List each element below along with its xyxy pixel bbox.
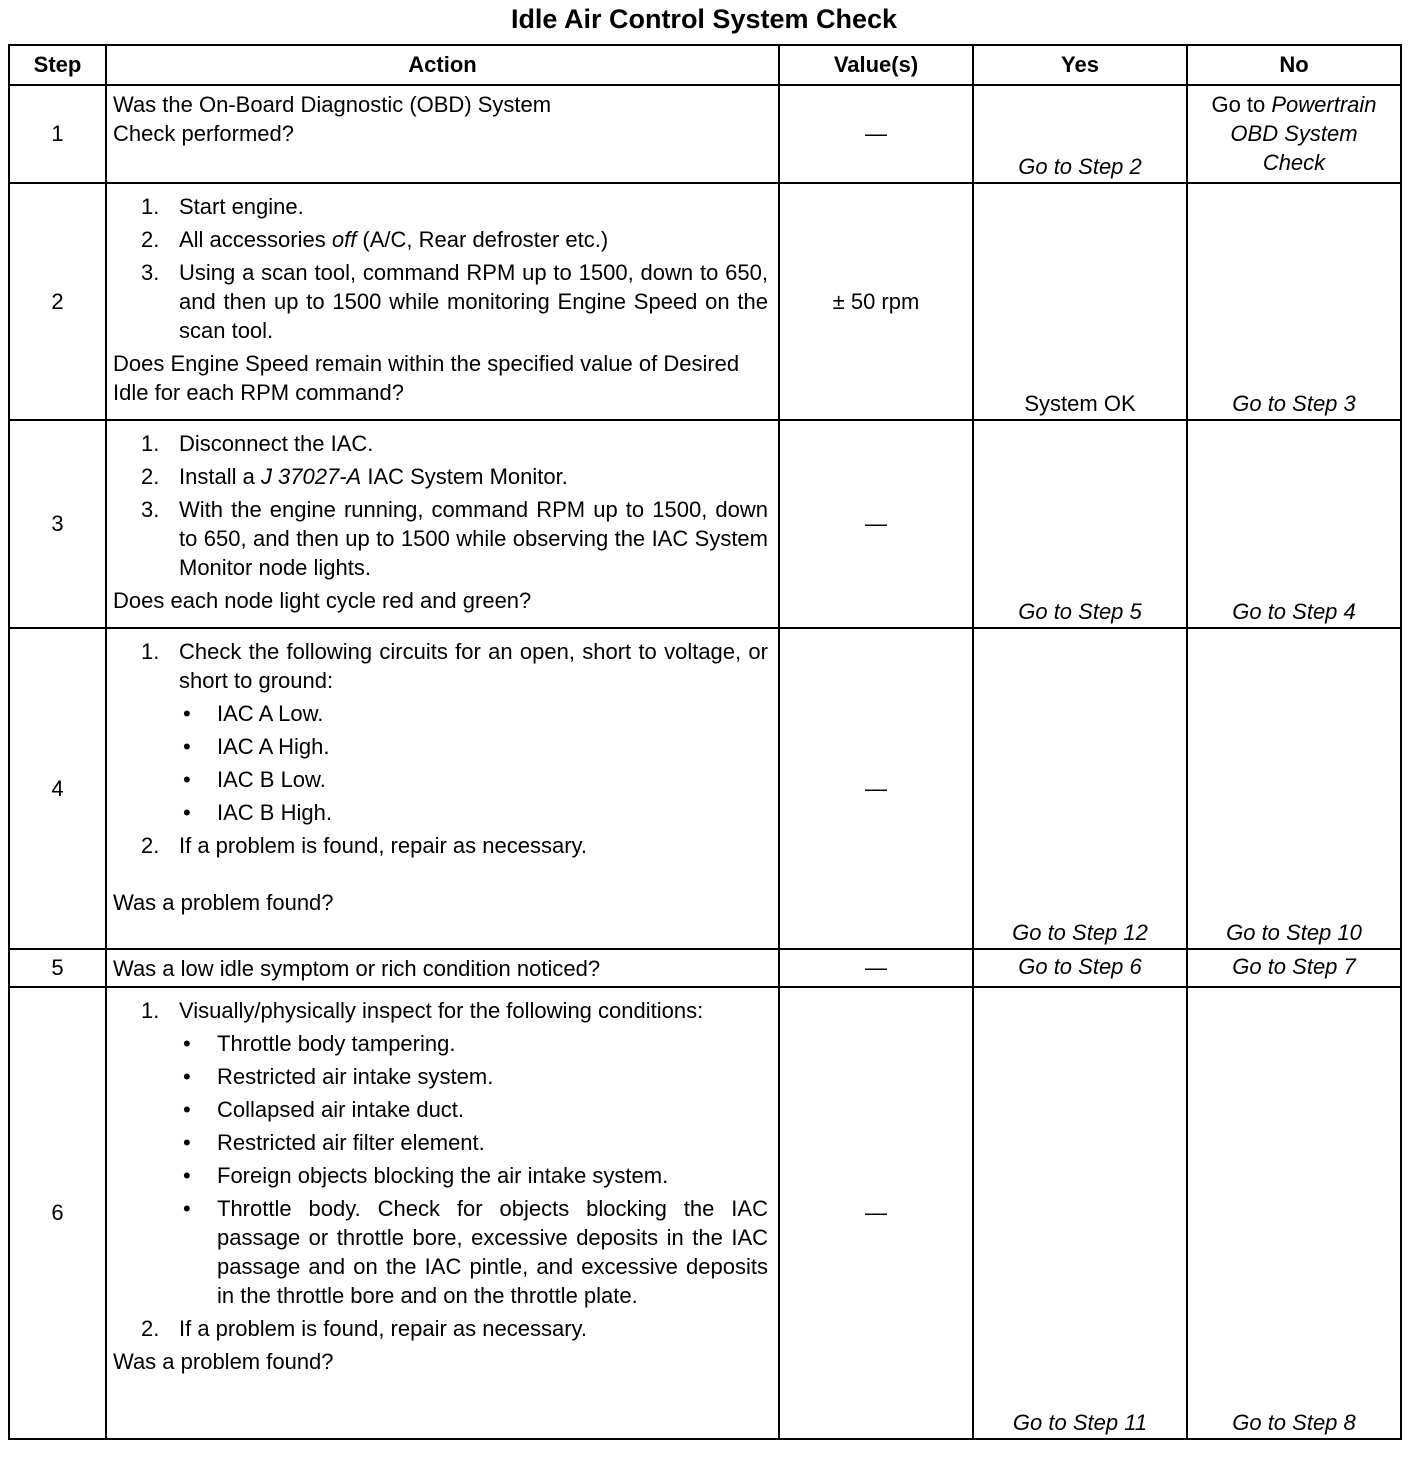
numbered-item <box>141 996 772 1025</box>
bullet-text: IAC B Low. <box>217 767 326 792</box>
item-text: Using a scan tool, command RPM up to 1500, down to 650, and then up to 1500 while monitoring Engine Speed on the scan tool. <box>179 260 768 343</box>
no-result <box>1187 85 1401 183</box>
page-title: Idle Air Control System Check <box>510 4 898 34</box>
item-number: 2. <box>141 464 160 489</box>
item-number: 2. <box>141 227 160 252</box>
item-text: Disconnect the IAC. <box>179 431 374 456</box>
item-number: 3. <box>141 260 160 285</box>
action-cell <box>106 628 779 949</box>
bullet-text: Throttle body. Check for objects blocking the IAC passage or throttle bore, excessive deposits in the IAC passage and on the IAC pintle, and excessive deposits in the throttle bore and on the throttle plate. <box>217 1196 768 1308</box>
yes-result: Go to Step 11 <box>973 987 1187 1439</box>
value-cell: ± 50 rpm <box>779 183 973 420</box>
table-row <box>9 183 1401 420</box>
step-number: 5 <box>9 949 106 987</box>
diagnostic-table <box>8 44 1402 1440</box>
bullet-dot: • <box>183 701 191 726</box>
bullet-item <box>179 798 772 827</box>
item-text: Install a J 37027-A IAC System Monitor. <box>179 464 568 489</box>
header-step: Step <box>9 45 106 85</box>
no-link-text: Check <box>1262 150 1326 175</box>
action-cell <box>106 420 779 628</box>
bullet-item <box>179 1029 772 1058</box>
numbered-item <box>141 462 772 491</box>
bullet-item <box>179 699 772 728</box>
question-text: Was a low idle symptom or rich condition noticed? <box>106 949 779 987</box>
no-result: Go to Step 3 <box>1187 183 1401 420</box>
bullet-text: IAC A High. <box>217 734 330 759</box>
step-number: 2 <box>9 183 106 420</box>
table-row <box>9 420 1401 628</box>
bullet-text: Restricted air intake system. <box>217 1064 494 1089</box>
value-cell: — <box>779 628 973 949</box>
yes-result: Go to Step 6 <box>973 949 1187 987</box>
action-cell <box>106 183 779 420</box>
numbered-item <box>141 495 772 582</box>
bullet-dot: • <box>183 1031 191 1056</box>
bullet-text: Collapsed air intake duct. <box>217 1097 465 1122</box>
header-no: No <box>1187 45 1401 85</box>
bullet-item <box>179 732 772 761</box>
header-row <box>9 45 1401 85</box>
action-cell <box>106 85 779 183</box>
step-number: 6 <box>9 987 106 1439</box>
bullet-text: Restricted air filter element. <box>217 1130 485 1155</box>
bullet-item <box>179 1194 772 1310</box>
value-cell: — <box>779 85 973 183</box>
value-cell: — <box>779 420 973 628</box>
question-text: Was a problem found? <box>113 1349 334 1374</box>
step-number: 3 <box>9 420 106 628</box>
bullet-dot: • <box>183 1097 191 1122</box>
yes-result: Go to Step 12 <box>973 628 1187 949</box>
numbered-item <box>141 258 772 345</box>
bullet-dot: • <box>183 1130 191 1155</box>
yes-result: Go to Step 2 <box>973 85 1187 183</box>
numbered-item <box>141 429 772 458</box>
item-text: Check the following circuits for an open, short to voltage, or short to ground: <box>179 639 768 693</box>
table-row <box>9 628 1401 949</box>
action-text: Check performed? <box>113 121 294 146</box>
numbered-item <box>141 192 772 221</box>
action-text: Was the On-Board Diagnostic (OBD) System <box>113 92 552 117</box>
bullet-text: Foreign objects blocking the air intake system. <box>217 1163 669 1188</box>
item-number: 1. <box>141 431 160 456</box>
header-yes: Yes <box>973 45 1187 85</box>
bullet-dot: • <box>183 1064 191 1089</box>
table-row <box>9 85 1401 183</box>
bullet-item <box>179 765 772 794</box>
item-text: Visually/physically inspect for the following conditions: <box>179 998 704 1023</box>
bullet-text: IAC A Low. <box>217 701 324 726</box>
item-number: 2. <box>141 833 160 858</box>
question-text: Was a problem found? <box>113 890 334 915</box>
yes-result: Go to Step 5 <box>973 420 1187 628</box>
no-text: Go to <box>1211 92 1272 117</box>
bullet-item <box>179 1161 772 1190</box>
no-result: Go to Step 8 <box>1187 987 1401 1439</box>
action-cell <box>106 987 779 1439</box>
step-number: 1 <box>9 85 106 183</box>
item-number: 3. <box>141 497 160 522</box>
item-text: All accessories off (A/C, Rear defroster etc.) <box>179 227 609 252</box>
numbered-item <box>141 1314 772 1343</box>
bullet-dot: • <box>183 734 191 759</box>
no-link-text: OBD System <box>1230 121 1358 146</box>
value-cell: — <box>779 949 973 987</box>
table-row <box>9 987 1401 1439</box>
header-action: Action <box>106 45 779 85</box>
bullet-item <box>179 1128 772 1157</box>
bullet-item <box>179 1095 772 1124</box>
value-cell: — <box>779 987 973 1439</box>
numbered-item <box>141 225 772 254</box>
no-result: Go to Step 10 <box>1187 628 1401 949</box>
no-link-text: Powertrain <box>1271 92 1377 117</box>
bullet-dot: • <box>183 1196 191 1221</box>
step-number: 4 <box>9 628 106 949</box>
item-text: If a problem is found, repair as necessary. <box>179 1316 588 1341</box>
bullet-dot: • <box>183 800 191 825</box>
item-text: With the engine running, command RPM up to 1500, down to 650, and then up to 1500 while observing the IAC System Monitor node lights. <box>179 497 768 580</box>
bullet-item <box>179 1062 772 1091</box>
item-text: Start engine. <box>179 194 304 219</box>
bullet-dot: • <box>183 767 191 792</box>
no-result: Go to Step 4 <box>1187 420 1401 628</box>
bullet-dot: • <box>183 1163 191 1188</box>
numbered-item <box>141 831 772 860</box>
item-number: 2. <box>141 1316 160 1341</box>
bullet-text: Throttle body tampering. <box>217 1031 456 1056</box>
item-text: If a problem is found, repair as necessary. <box>179 833 588 858</box>
question-text: Does each node light cycle red and green? <box>113 588 532 613</box>
table-row <box>9 949 1401 987</box>
header-values: Value(s) <box>779 45 973 85</box>
item-number: 1. <box>141 194 160 219</box>
numbered-item <box>141 637 772 695</box>
no-result: Go to Step 7 <box>1187 949 1401 987</box>
bullet-text: IAC B High. <box>217 800 332 825</box>
question-text: Does Engine Speed remain within the specified value of Desired Idle for each RPM command? <box>113 351 740 405</box>
yes-result: System OK <box>973 183 1187 420</box>
item-number: 1. <box>141 639 160 664</box>
item-number: 1. <box>141 998 160 1023</box>
